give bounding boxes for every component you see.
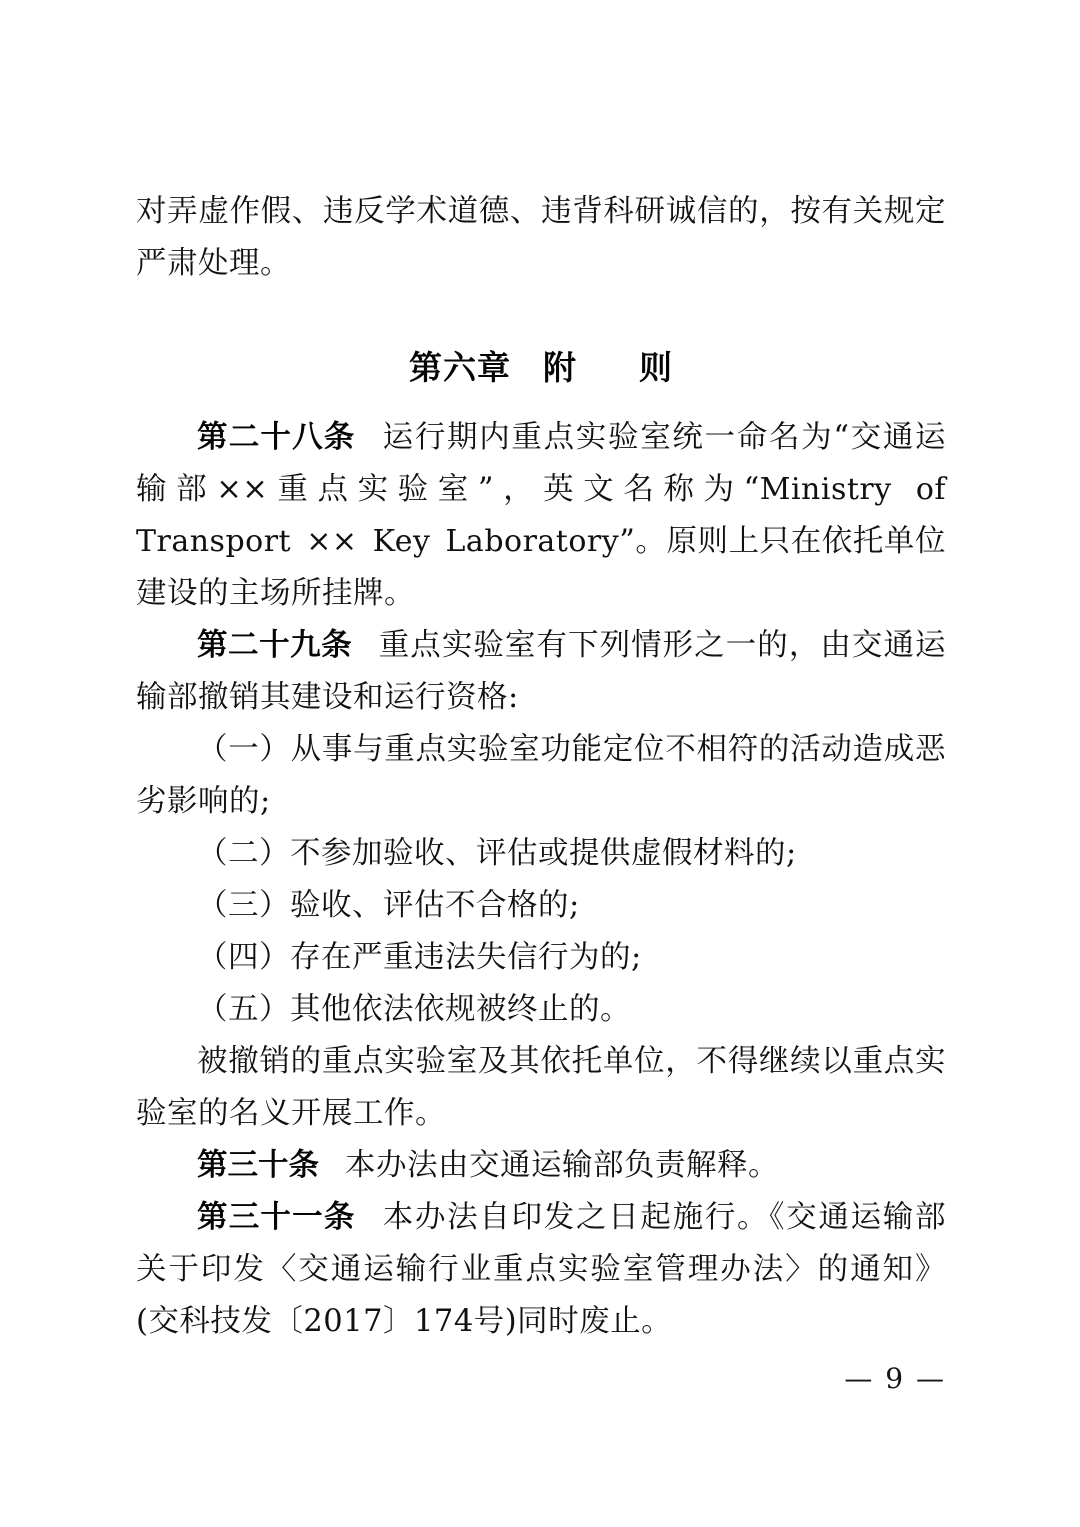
article-29-text: 重点实验室有下列情形之一的，由交通运输部撤销其建设和运行资格:	[136, 628, 947, 715]
article-30-label: 第三十条	[197, 1148, 319, 1183]
chapter-heading-title-first: 附	[543, 348, 577, 387]
list-item	[136, 880, 946, 932]
article-31-label: 第三十一条	[197, 1200, 356, 1235]
document-body-column	[136, 186, 946, 1348]
paragraph-continuation: 对弄虚作假、违反学术道德、违背科研诚信的，按有关规定严肃处理。	[136, 194, 946, 281]
heading-spacer-bottom	[136, 394, 946, 412]
article-28	[136, 412, 946, 620]
heading-spacer-top	[136, 290, 946, 342]
list-item-4-marker: （四）	[197, 940, 290, 975]
chapter-heading-number: 第六章	[409, 348, 511, 387]
article-28-text-before-latin: 运行期内重点实验室统一命名为“交通运输部××重点实验室”，英文名称为“	[136, 420, 947, 507]
list-item-3-text: 验收、评估不合格的;	[290, 888, 580, 923]
list-item	[136, 828, 946, 880]
article-30-text: 本办法由交通运输部负责解释。	[345, 1148, 779, 1183]
article-29	[136, 620, 946, 724]
list-item	[136, 724, 946, 828]
list-item-1-marker: （一）	[197, 732, 291, 767]
list-item-1-text: 从事与重点实验室功能定位不相符的活动造成恶劣影响的;	[136, 732, 947, 819]
paragraph-closing: 被撤销的重点实验室及其依托单位，不得继续以重点实验室的名义开展工作。	[136, 1044, 946, 1131]
page-number: — 9 —	[844, 1362, 946, 1395]
article-31	[136, 1192, 946, 1348]
list-item-5-text: 其他依法依规被终止的。	[290, 992, 631, 1027]
list-item-2-text: 不参加验收、评估或提供虚假材料的;	[290, 836, 797, 871]
list-item	[136, 932, 946, 984]
article-31-text: 本办法自印发之日起施行。《交通运输部关于印发〈交通运输行业重点实验室管理办法〉的通知》(交科技发〔2017〕174号)同时废止。	[136, 1200, 947, 1339]
list-item-2-marker: （二）	[197, 836, 290, 871]
article-29-label: 第二十九条	[197, 628, 353, 663]
list-item	[136, 984, 946, 1036]
list-item-3-marker: （三）	[197, 888, 290, 923]
list-item-4-text: 存在严重违法失信行为的;	[290, 940, 642, 975]
chapter-heading-title-second: 则	[639, 348, 673, 387]
article-28-label: 第二十八条	[197, 420, 356, 455]
chapter-heading	[136, 342, 946, 394]
article-30	[136, 1140, 946, 1192]
article-28-text-after-latin: ”。原则上只在依托单位建设的主场所挂牌。	[136, 524, 946, 611]
list-item-5-marker: （五）	[197, 992, 290, 1027]
article-28-latin-name: Ministry of Transport ×× Key Laboratory	[136, 472, 946, 559]
